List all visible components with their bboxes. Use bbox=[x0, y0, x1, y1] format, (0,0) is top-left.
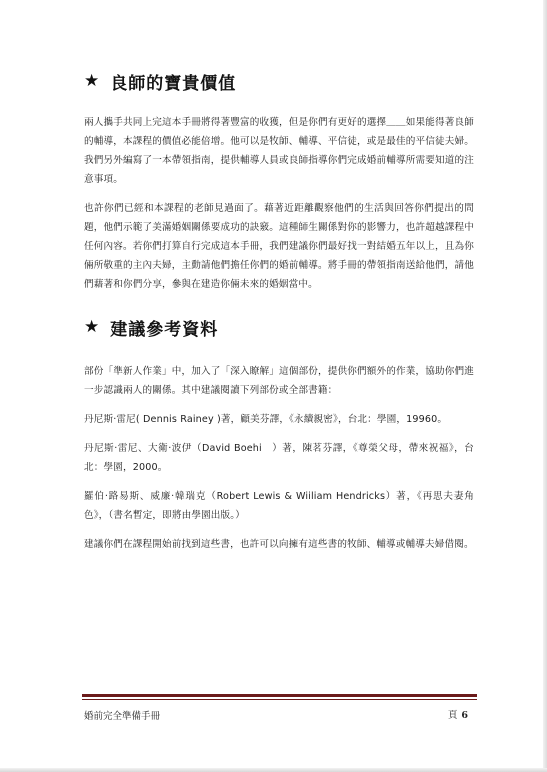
footer-divider bbox=[82, 694, 477, 697]
footer-book-title: 婚前完全準備手冊 bbox=[84, 711, 161, 722]
paragraph: 也許你們已經和本課程的老師見過面了。藉著近距離觀察他們的生活與回答你們提出的問題，他們示範了美滿婚姻關係要成功的訣竅。這種師生關係對你的影響力，也許超越課程中任何內容。若你們打算自行完成這本手冊，我們建議你們最好找一對結婚五年以上，且為你倆所敬重的主內夫婦，主動請他們擔任你們的婚前輔導。將手冊的帶領指南送給他們，請他們藉著和你們分享，參與在建造你倆未來的婚姻當中。 bbox=[84, 203, 474, 290]
page-content bbox=[84, 66, 474, 564]
page-shadow-right bbox=[543, 0, 547, 772]
star-icon: ★ bbox=[84, 70, 101, 91]
section-heading-mentor bbox=[84, 66, 474, 96]
page-number: 6 bbox=[461, 710, 468, 721]
paragraph: 兩人攜手共同上完這本手冊將得著豐富的收獲，但是你們有更好的選擇＿＿如果能得著良師的輔導，本課程的價值必能倍增。他可以是牧師、輔導、平信徒，或是最佳的平信徒夫婦。我們另外編寫了一本帶領指南，提供輔導人員或良師指導你們完成婚前輔導所需要知道的注意事項。 bbox=[84, 117, 474, 185]
section-title: 建議參考資料 bbox=[110, 319, 219, 340]
page-label: 頁 bbox=[447, 710, 458, 721]
footer-divider-thin bbox=[82, 699, 477, 700]
section-title: 良師的寶貴價值 bbox=[110, 73, 237, 94]
reference-item: 羅伯‧路易斯、威廉‧韓瑞克（Robert Lewis & Wiiliam Hendricks）著，《再思夫妻角色》，（書名暫定，即將由學園出版。） bbox=[84, 491, 474, 521]
footer-page-indicator bbox=[448, 707, 468, 721]
reference-item: 丹尼斯‧雷尼( Dennis Rainey )著，顧美芬譯，《永續親密》，台北：學園，19960。 bbox=[84, 414, 448, 425]
page-shadow-bottom bbox=[0, 768, 547, 772]
reference-item: 丹尼斯‧雷尼、大衛‧波伊（David Boehi ）著，陳茗芬譯，《尊榮父母，帶來祝福》，台北：學園，2000。 bbox=[84, 443, 474, 473]
star-icon: ★ bbox=[84, 316, 101, 337]
section-heading-references bbox=[84, 312, 474, 342]
paragraph: 建議你們在課程開始前找到這些書，也許可以向擁有這些書的牧師、輔導或輔導夫婦借閱。 bbox=[84, 539, 474, 550]
paragraph: 部份「準新人作業」中，加入了「深入瞭解」這個部份，提供你們額外的作業，協助你們進一步認識兩人的關係。其中建議閱讀下列部份或全部書籍： bbox=[84, 366, 474, 396]
